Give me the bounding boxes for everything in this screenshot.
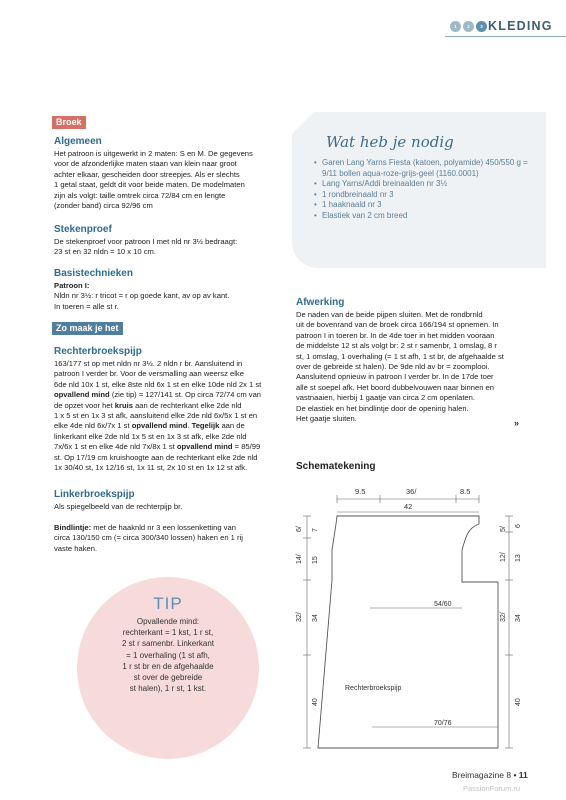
- algemeen-line: achter elkaar, gescheiden door streepjes. Als er slechts: [54, 169, 240, 179]
- dim-left-b: 14/: [296, 554, 303, 564]
- stekenproef-line: 23 st en 32 nldn = 10 x 10 cm.: [54, 247, 156, 257]
- linker-text: Als spiegelbeeld van de rechterpijp br.: [54, 502, 183, 511]
- algemeen-line: voor de afzonderlijke maten staan van klein naar groot: [54, 159, 237, 169]
- header-dot-1: 1: [450, 21, 461, 32]
- materials-title: Wat heb je nodig: [326, 133, 454, 151]
- bindlintje-line: [54, 523, 290, 533]
- algemeen-line: Het patroon is uitgewerkt in 2 maten: S en M. De gegevens: [54, 149, 253, 158]
- materials-item: • Elastiek van 2 cm breed: [314, 211, 539, 222]
- rechter-span: aan de rechterkant elke 2de nld: [132, 400, 242, 410]
- piece-label: Rechterbroekspijp: [345, 685, 402, 692]
- afwerking-line: vastnaaien, hierbij 1 gaatje van circa 2 cm openlaten.: [296, 393, 475, 403]
- schema-title: Schematekening: [296, 461, 376, 472]
- dim-right-c: 32/: [500, 612, 507, 622]
- dim-left-a: 6/: [296, 526, 303, 532]
- rechter-line: 1 x 5 st en 1x 3 st afk, aansluitend elke 2de nld 6x/5x 1 st en: [54, 411, 258, 421]
- rechter-span: elke 4de nld 6x/7x 1 st: [54, 421, 132, 431]
- dim-left-b2: 15: [312, 556, 319, 564]
- rechter-line: [54, 390, 290, 400]
- basis-line: In toeren = alle st r.: [54, 301, 119, 311]
- dim-left-c2: 34: [312, 614, 319, 622]
- materials-item: • 1 rondbreinaald nr 3: [314, 190, 539, 201]
- dim-right-a: 5/: [500, 526, 507, 532]
- basis-line: Nldn nr 3½: r tricot = r op goede kant, av op av kant.: [54, 291, 230, 301]
- afwerking-line: De naden van de beide pijpen sluiten. Met de rondbrnld: [296, 310, 483, 319]
- bindlintje-line: circa 130/150 cm (= circa 300/340 lossen) haken en 1 rij: [54, 533, 243, 543]
- bindlintje-span: met de haaknld nr 3 een lossenketting van: [91, 523, 236, 532]
- dim-right-b: 12/: [500, 552, 507, 562]
- heading-rechterbroekspijp: Rechterbroekspijp: [54, 346, 142, 357]
- algemeen-line: zijn als volgt: taille omtrek circa 72/84 cm en lengte: [54, 190, 226, 200]
- header-dot-2: 2: [463, 21, 474, 32]
- dim-top-total: 42: [404, 502, 413, 511]
- afwerking-line: patroon I in toeren br. In de 4de toer in het midden vooraan: [296, 330, 495, 340]
- tip-title: TIP: [153, 594, 183, 613]
- afwerking-line: alle st soepel afk. Het boord dubbelvouwen naar binnen en: [296, 382, 494, 392]
- tag-zo-maak-je-het: Zo maak je het: [52, 322, 123, 335]
- stekenproef-line: De stekenproef voor patroon I met nld nr 3½ bedraagt:: [54, 237, 238, 246]
- heading-afwerking: Afwerking: [296, 297, 345, 308]
- garment-outline: [318, 516, 498, 748]
- emphasis: kruis: [114, 400, 133, 410]
- dim-top-mid: 36/: [406, 487, 417, 496]
- tip-text: Opvallende mind: rechterkant = 1 kst, 1 r st, 2 st r samenbr. Linkerkant = 1 overhaling (1 st afh, 1 r st br en de afgehaalde st over de gebreide st halen), 1 r st, 1 kst.: [121, 617, 215, 694]
- rechter-line: [54, 421, 290, 431]
- afwerking-text: [296, 310, 536, 424]
- emphasis: opvallend mind: [176, 442, 233, 452]
- afwerking-line: de middelste 12 st als volgt br: 2 st r samenbr, 1 omslag, 8 r: [296, 341, 497, 351]
- page-number: 11: [518, 770, 528, 780]
- header-dot-3: 3: [476, 21, 487, 32]
- rechter-text: [54, 359, 290, 473]
- heading-linkerbroekspijp: Linkerbroekspijp: [54, 489, 135, 500]
- dim-right-b2: 13: [515, 554, 522, 562]
- afwerking-line: Het gaatje sluiten.: [296, 414, 357, 424]
- rechter-line: [54, 401, 290, 411]
- rechter-line: linkerkant elke 2de nld 1x 5 st en 1x 3 st afk, elke 2de nld: [54, 431, 247, 441]
- continue-arrow-icon: »: [514, 418, 520, 428]
- dim-top-right: 8.5: [460, 487, 471, 496]
- section-title: KLEDING: [488, 19, 553, 33]
- algemeen-line: 1 getal staat, geldt dit voor beide maten. De modelmaten: [54, 180, 245, 190]
- page-footer: [452, 770, 528, 781]
- heading-algemeen: Algemeen: [54, 136, 102, 147]
- rechter-line: 1x 30/40 st, 1x 12/16 st, 1x 11 st, 2x 10 st en 1x 12 st afk.: [54, 463, 248, 473]
- magazine-name: Breimagazine 8: [452, 770, 512, 780]
- dim-left-a2: 7: [312, 528, 319, 532]
- rechter-line: 6de nld 10x 1 st, elke 8ste nld 6x 1 st en elke 10de nld 2x 1 st: [54, 379, 262, 389]
- emphasis: opvallend mind: [54, 390, 110, 400]
- rechter-span: (zie tip) = 127/141 st. Op circa 72/74 cm van: [109, 390, 262, 400]
- materials-box-corner: [292, 112, 314, 134]
- tag-broek: Broek: [52, 116, 86, 129]
- rechter-line: st. Op 17/19 cm kruishoogte aan de rechterkant elke 2de nld: [54, 452, 258, 462]
- width-mid: 54/60: [434, 601, 452, 608]
- basis-text: [54, 281, 289, 312]
- emphasis: opvallend mind: [131, 421, 188, 431]
- rechter-line: [54, 442, 290, 452]
- dim-left-d: 40: [312, 698, 319, 706]
- rechter-span: aan de: [219, 421, 245, 431]
- rechter-span: de opzet voor het: [54, 400, 115, 410]
- dim-right-a2: 6: [515, 524, 522, 528]
- algemeen-line: (zonder band) circa 92/96 cm: [54, 201, 153, 211]
- bindlintje-text: [54, 523, 290, 554]
- rechter-line: 163/177 st op met nldn nr 3½. 2 nldn r br. Aansluitend in: [54, 359, 243, 368]
- materials-item: • 1 haaknaald nr 3: [314, 200, 539, 211]
- afwerking-line: Aansluitend opnieuw in patroon I verder br. In de 17de toer: [296, 372, 494, 382]
- footer-bullet: •: [513, 770, 517, 780]
- afwerking-line: st, 1 omslag, 1 overhaling (= 1 st afh, 1 st br, de afgehaalde st: [296, 351, 504, 361]
- width-bottom: 70/76: [434, 720, 452, 727]
- rechter-line: patroon I verder br. Voor de versmalling aan weersz elke: [54, 369, 244, 379]
- heading-stekenproef: Stekenproef: [54, 224, 112, 235]
- basis-line: Patroon I:: [54, 281, 90, 290]
- algemeen-text: [54, 149, 289, 211]
- materials-list: [314, 158, 539, 222]
- dim-right-d: 40: [515, 698, 522, 706]
- dim-top-left: 9.5: [355, 487, 366, 496]
- bindlintje-label: Bindlintje:: [54, 523, 92, 532]
- rechter-span: = 85/99: [232, 442, 261, 452]
- stekenproef-text: [54, 237, 289, 258]
- rechter-span: 7x/6x 1 st en elke 4de nld 7x/8x 1 st: [54, 442, 177, 452]
- materials-item: • Garen Lang Yarns Fiesta (katoen, polyamide) 450/550 g = 9/11 bollen aqua-roze-grijs-geel (1160.0001): [314, 158, 539, 179]
- watermark: PassionForum.ru: [463, 784, 521, 793]
- emphasis: Tegelijk: [191, 421, 220, 431]
- dim-left-c: 32/: [296, 612, 303, 622]
- afwerking-line: over de gebreide st halen). De 9de nld av br = zoomplooi.: [296, 362, 490, 372]
- heading-basistechnieken: Basistechnieken: [54, 268, 133, 279]
- afwerking-line: uit de bovenrand van de broek circa 166/194 st opnemen. In: [296, 320, 499, 330]
- schema-diagram: [290, 480, 540, 760]
- rechter-span: .: [187, 421, 192, 431]
- afwerking-line: De elastiek en het bindlintje door de opening halen.: [296, 403, 469, 413]
- materials-item: • Lang Yarns/Addi breinaalden nr 3½: [314, 179, 539, 190]
- bindlintje-line: vaste haken.: [54, 543, 98, 553]
- dim-right-c2: 34: [515, 614, 522, 622]
- header-rule: [445, 36, 566, 37]
